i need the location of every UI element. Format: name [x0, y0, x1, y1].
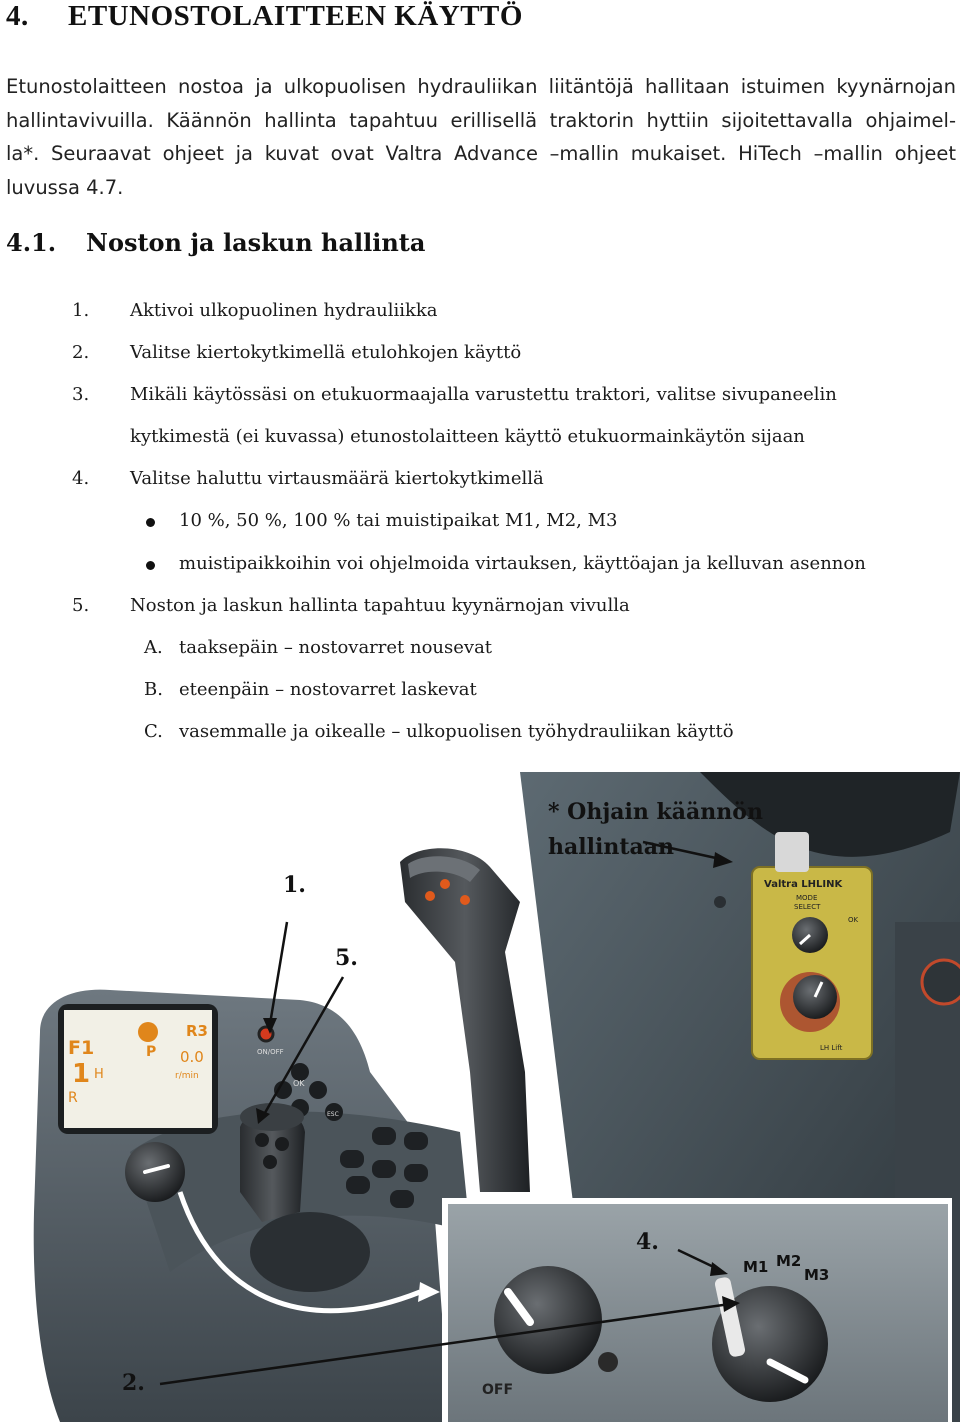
step-text: Mikäli käytössäsi on etukuormaajalla varustettu traktori, valitse sivupaneelin — [130, 384, 837, 405]
knob-m2-label: M2 — [776, 1252, 802, 1270]
intro-line: hallintavivuilla. Käännön hallinta tapahtuu erillisellä traktorin hyttiin sijoitettavalla ohjaimel- — [6, 108, 956, 132]
knob-m1-label: M1 — [743, 1258, 769, 1276]
intro-paragraph — [6, 70, 956, 204]
tractor-icon — [138, 1022, 158, 1042]
steps-list — [72, 300, 952, 760]
knob-m3-label: M3 — [804, 1266, 830, 1284]
bullet-dot — [146, 561, 155, 570]
step-number: 1. — [72, 300, 90, 321]
armrest-illustration — [0, 772, 960, 1422]
display-unit: r/min — [175, 1071, 199, 1081]
step-number: 3. — [72, 384, 90, 405]
intro-line: luvussa 4.7. — [6, 175, 124, 199]
steering-note-line2: hallintaan — [548, 834, 674, 860]
chapter-title: ETUNOSTOLAITTEEN KÄYTTÖ — [68, 0, 523, 32]
lhlink-ok: OK — [848, 916, 859, 924]
callout-4: 4. — [636, 1229, 659, 1255]
onoff-label: ON/OFF — [257, 1048, 284, 1056]
display-p: P — [146, 1044, 157, 1060]
armrest-display — [58, 1004, 218, 1134]
callout-5: 5. — [335, 945, 358, 971]
armrest-figure — [0, 772, 960, 1422]
chapter-number: 4. — [6, 0, 29, 32]
step-number: 2. — [72, 342, 90, 363]
step-number: 5. — [72, 595, 90, 616]
lhlink-footer: LH Lift — [820, 1044, 843, 1052]
callout-2: 2. — [122, 1370, 145, 1396]
display-h: H — [94, 1067, 104, 1082]
step-text: Aktivoi ulkopuolinen hydrauliikka — [130, 300, 438, 321]
display-r: R — [68, 1090, 78, 1106]
step-number: 4. — [72, 468, 90, 489]
bullet-dot — [146, 518, 155, 527]
sub-letter: B. — [144, 679, 163, 700]
bullet-text: 10 %, 50 %, 100 % tai muistipaikat M1, M2, M3 — [179, 510, 618, 531]
sub-item — [144, 679, 477, 700]
display-value: 0.0 — [180, 1048, 204, 1066]
bullet-text: muistipaikkoihin voi ohjelmoida virtauksen, käyttöajan ja kelluvan asennon — [179, 553, 866, 574]
step-text: Noston ja laskun hallinta tapahtuu kyynärnojan vivulla — [130, 595, 630, 616]
section-number: 4.1. — [6, 228, 57, 257]
sub-item — [144, 721, 734, 742]
sub-item — [144, 637, 493, 658]
steering-note-line1: * Ohjain käännön — [548, 799, 763, 825]
esc-label: ESC — [327, 1111, 339, 1118]
list-item — [72, 595, 630, 616]
step-text: Valitse haluttu virtausmäärä kiertokytkimellä — [130, 468, 544, 489]
intro-line: Etunostolaitteen nostoa ja ulkopuolisen hydrauliikan liitäntöjä hallitaan istuimen kyynärnojan — [6, 75, 956, 98]
section-title: Noston ja laskun hallinta — [86, 228, 426, 257]
lhlink-mode: MODE — [796, 894, 818, 902]
display-r3: R3 — [186, 1022, 208, 1040]
panel-key — [309, 1081, 327, 1099]
cab-knob — [922, 960, 960, 1004]
sub-text: taaksepäin – nostovarret nousevat — [179, 637, 493, 658]
sub-letter: C. — [144, 721, 163, 742]
list-item — [72, 342, 522, 363]
knob-closeup-inset — [442, 1198, 952, 1422]
section-heading — [6, 228, 425, 257]
flow-selector-knob — [494, 1266, 602, 1374]
sub-text: eteenpäin – nostovarret laskevat — [179, 679, 477, 700]
callout-1: 1. — [283, 872, 306, 898]
list-item — [72, 300, 438, 321]
joystick-boot — [250, 1212, 370, 1292]
ok-label: OK — [293, 1079, 305, 1088]
chapter-heading — [6, 0, 523, 33]
list-item — [72, 384, 837, 405]
display-f1: F1 — [68, 1037, 95, 1059]
intro-line: la*. Seuraavat ohjeet ja kuvat ovat Valtra Advance –mallin mukaiset. HiTech –mallin ohjeet — [6, 142, 956, 165]
sub-letter: A. — [144, 637, 163, 658]
display-one: 1 — [72, 1059, 91, 1089]
lhlink-select: SELECT — [794, 903, 821, 911]
list-item — [72, 468, 544, 489]
step-text: Valitse kiertokytkimellä etulohkojen käyttö — [130, 342, 522, 363]
lhlink-brand: Valtra LHLINK — [764, 879, 843, 890]
step-text: kytkimestä (ei kuvassa) etunostolaitteen käyttö etukuormainkäytön sijaan — [130, 426, 805, 447]
sub-text: vasemmalle ja oikealle – ulkopuolisen työhydrauliikan käyttö — [179, 721, 734, 742]
knob-off-label: OFF — [482, 1382, 514, 1398]
left-rotary-knob — [125, 1142, 185, 1202]
